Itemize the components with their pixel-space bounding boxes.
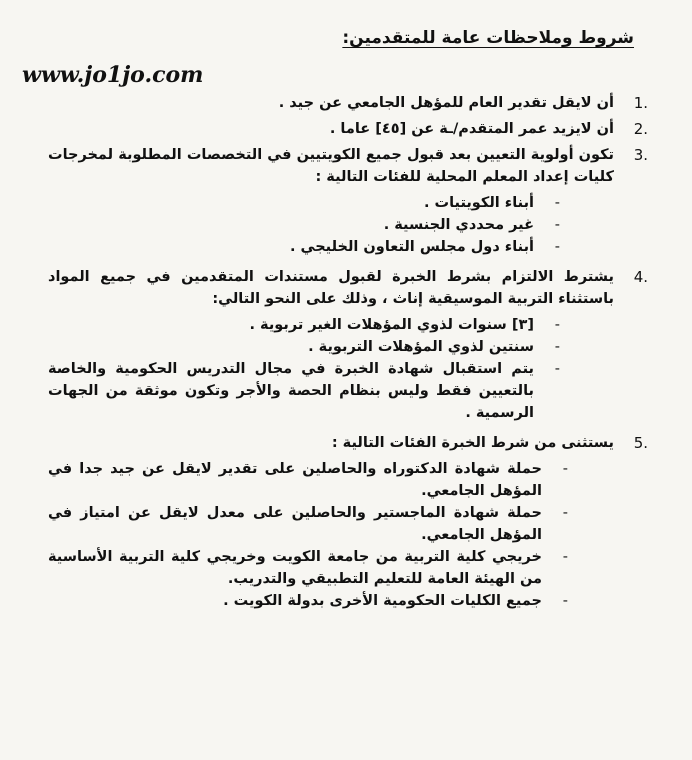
sub-list — [48, 458, 568, 612]
condition-item-3 — [48, 144, 648, 188]
dash-bullet: - — [562, 549, 568, 565]
conditions-list — [48, 92, 648, 612]
sub-item — [48, 314, 560, 336]
sub-item — [48, 336, 560, 358]
dash-bullet: - — [554, 317, 560, 333]
sub-item-text: غير محددي الجنسية . — [383, 217, 534, 233]
item-text: تكون أولوية التعيين بعد قبول جميع الكويتيين في التخصصات المطلوبة لمخرجات كليات إعداد المعلم المحلية للفئات التالية : — [48, 147, 614, 185]
sub-item — [48, 236, 560, 258]
sub-item — [48, 192, 560, 214]
item-number: 3. — [633, 146, 648, 164]
sub-item-text: حملة شهادة الدكتوراه والحاصلين على تقدير لايقل عن جيد جدا في المؤهل الجامعي. — [48, 461, 542, 499]
item-text: يشترط الالتزام بشرط الخبرة لقبول مستندات المتقدمين في جميع المواد باستثناء التربية الموسيقية إناث ، وذلك على النحو التالي: — [48, 269, 614, 307]
sub-item — [48, 358, 560, 424]
dash-bullet: - — [554, 195, 560, 211]
sub-list — [48, 314, 560, 424]
condition-item-2 — [48, 118, 648, 140]
sub-list — [48, 192, 560, 258]
sub-item-text: سنتين لذوي المؤهلات التربوية . — [308, 339, 534, 355]
condition-item-1 — [48, 92, 648, 114]
dash-bullet: - — [554, 239, 560, 255]
sub-item — [48, 214, 560, 236]
sub-item-text: حملة شهادة الماجستير والحاصلين على معدل لايقل عن امتياز في المؤهل الجامعي. — [48, 505, 542, 543]
sub-item-text: أبناء الكويتيات . — [423, 195, 534, 211]
sub-item-text: جميع الكليات الحكومية الأخرى بدولة الكويت . — [223, 593, 542, 609]
sub-item-text: [٣] سنوات لذوي المؤهلات الغير تربوية . — [249, 317, 534, 333]
item-number: 2. — [633, 120, 648, 138]
sub-item — [48, 458, 568, 502]
sub-item-text: خريجي كلية التربية من جامعة الكويت وخريجي كلية التربية الأساسية من الهيئة العامة للتعليم التطبيقي والتدريب. — [48, 549, 542, 587]
item-number: 1. — [633, 94, 648, 112]
item-text: أن لايقل تقدير العام للمؤهل الجامعي عن جيد . — [278, 95, 614, 111]
dash-bullet: - — [554, 361, 560, 377]
sub-item-text: يتم استقبال شهادة الخبرة في مجال التدريس الحكومية والخاصة بالتعيين فقط وليس بنظام الحصة والأجر وتكون موثقة من الجهات الرسمية . — [48, 361, 534, 421]
sub-item-text: أبناء دول مجلس التعاون الخليجي . — [290, 239, 534, 255]
condition-item-5 — [48, 432, 648, 454]
sub-item — [48, 590, 568, 612]
item-number: 5. — [633, 434, 648, 452]
sub-item — [48, 546, 568, 590]
dash-bullet: - — [554, 217, 560, 233]
dash-bullet: - — [562, 593, 568, 609]
dash-bullet: - — [554, 339, 560, 355]
dash-bullet: - — [562, 461, 568, 477]
page-title: شروط وملاحظات عامة للمتقدمين: — [342, 28, 634, 48]
dash-bullet: - — [562, 505, 568, 521]
watermark: www.jo1jo.com — [22, 62, 204, 88]
item-number: 4. — [633, 268, 648, 286]
sub-item — [48, 502, 568, 546]
item-text: أن لايزيد عمر المتقدم/ـة عن [٤٥] عاما . — [329, 121, 614, 137]
item-text: يستثنى من شرط الخبرة الفئات التالية : — [331, 435, 614, 451]
condition-item-4 — [48, 266, 648, 310]
